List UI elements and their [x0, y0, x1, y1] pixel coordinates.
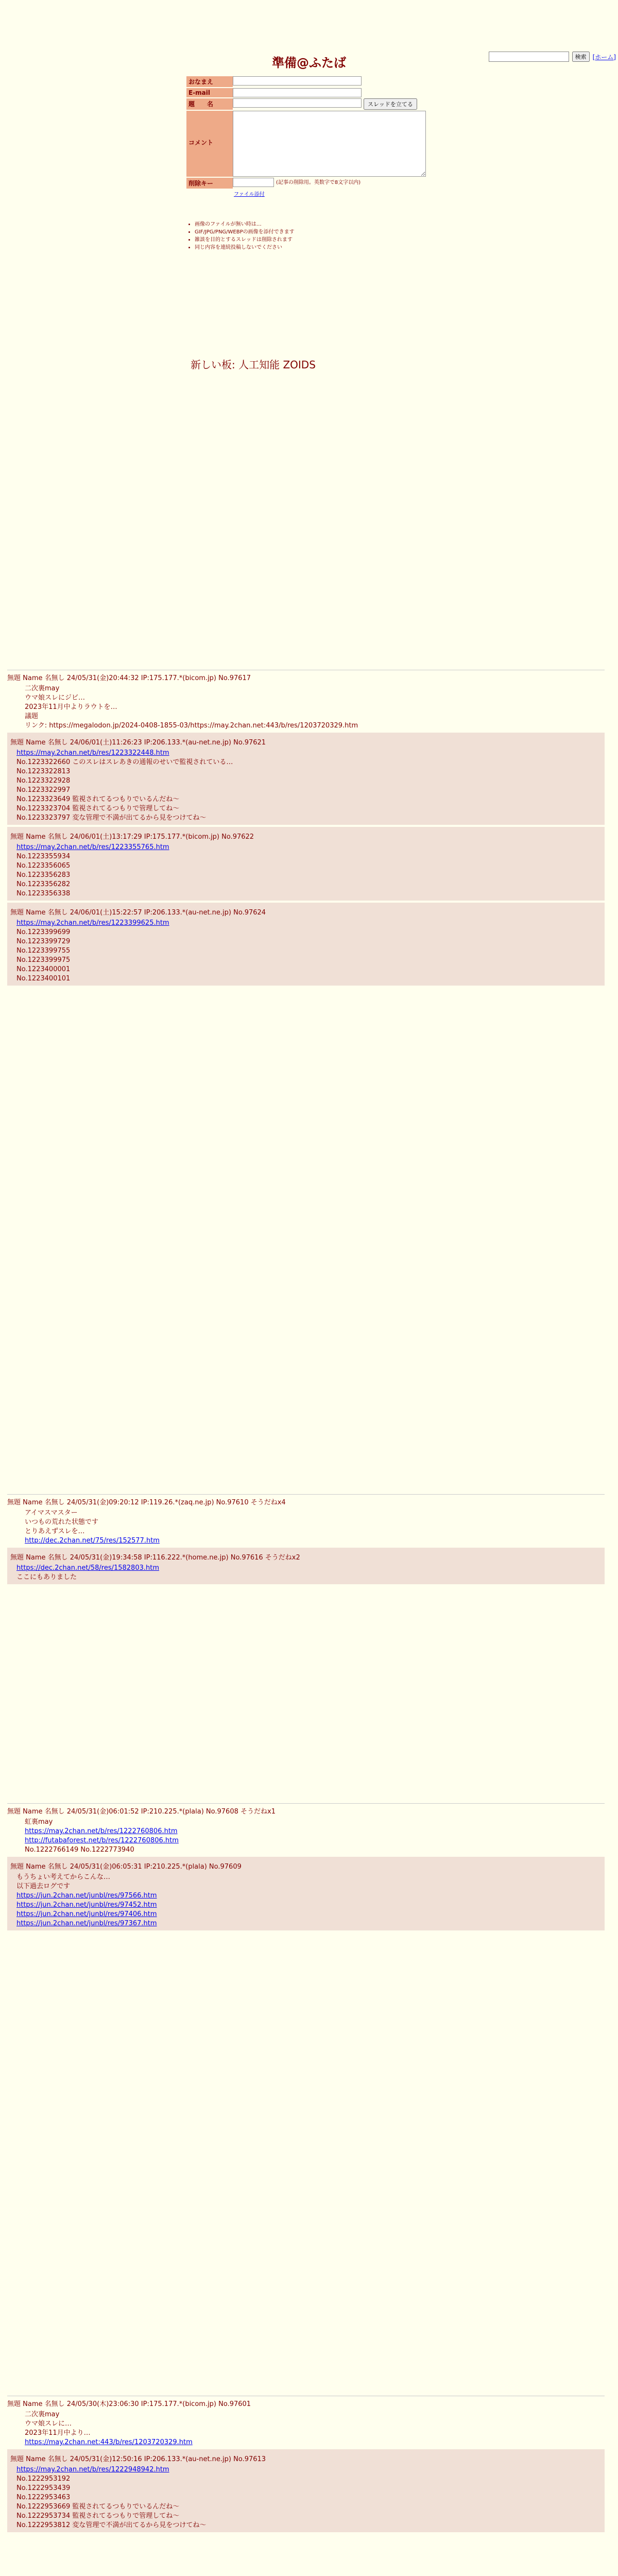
thread-link[interactable]: http://dec.2chan.net/75/res/152577.htm	[25, 1537, 160, 1545]
thread-line: 2023年11月中より…	[25, 2429, 91, 2437]
delkey-note: (記事の削除用。英数字で8文字以内)	[276, 180, 361, 185]
thread-line: とりあえずスレを…	[25, 1528, 85, 1535]
thread-line: No.1222766149 No.1222773940	[25, 1846, 134, 1854]
reply-line: No.1223399975	[16, 956, 71, 964]
reply-line: No.1223399729	[16, 938, 71, 945]
reply	[7, 733, 605, 825]
thread-line: 二次裏may	[25, 2411, 60, 2418]
reply-line: No.1223322997	[16, 786, 71, 794]
thread-line: ウマ娘スレに…	[25, 2420, 72, 2428]
thread-body	[7, 684, 605, 731]
post-form	[186, 76, 426, 197]
reply-body	[10, 1564, 602, 1582]
reply-header: 無題 Name 名無し 24/05/31(金)06:05:31 IP:210.225.*(plala) No.97609	[10, 1863, 242, 1871]
reply-line: もうちょい考えてからこんな…	[16, 1873, 111, 1881]
thread-line: 議題	[25, 713, 39, 720]
thread	[7, 670, 605, 988]
rule-item: • GIF/JPG/PNG/WEBPの画像を添付できます	[195, 228, 435, 236]
new-boards-notice: 新しい板: 人工知能 ZOIDS	[191, 359, 316, 371]
reply-line: No.1222953439	[16, 2484, 71, 2492]
thread-line: アイマスマスター	[25, 1509, 78, 1517]
reply-line: No.1223400101	[16, 975, 71, 982]
reply-line: No.1222953463	[16, 2494, 71, 2501]
thread-line: いつもの荒れた状態です	[25, 1518, 99, 1526]
reply-line: No.1223356065	[16, 862, 71, 870]
reply-line: No.1222953812 変な管理で不満が出てるから見をつけてね～	[16, 2521, 207, 2529]
reply-line: 以下過去ログです	[16, 1883, 71, 1890]
reply-link[interactable]: https://may.2chan.net/b/res/1222948942.htm	[16, 2466, 169, 2473]
reply-link[interactable]: https://may.2chan.net/b/res/1223322448.htm	[16, 749, 169, 757]
thread-line: 虹裏may	[25, 1818, 53, 1826]
thread-link[interactable]: http://futabaforest.net/b/res/1222760806.htm	[25, 1837, 179, 1844]
reply	[7, 827, 605, 901]
reply-line: No.1223356282	[16, 880, 71, 888]
reply-header: 無題 Name 名無し 24/05/31(金)19:34:58 IP:116.222.*(home.ne.jp) No.97616 そうだねx2	[10, 1554, 300, 1562]
reply-line: No.1223400001	[16, 965, 71, 973]
rule-item: • 同じ内容を連続投稿しないでください	[195, 244, 435, 251]
thread-body	[7, 1509, 605, 1546]
thread-body	[7, 1818, 605, 1855]
reply-link[interactable]: https://jun.2chan.net/junbl/res/97452.htm	[16, 1901, 157, 1909]
reply	[7, 1857, 605, 1930]
reply-line: No.1223323704 監視されてるつもりで管理してね～	[16, 805, 180, 812]
reply-line: No.1223399699	[16, 928, 71, 936]
submit-button[interactable]: スレッドを立てる	[364, 98, 417, 110]
reply-body	[10, 2465, 602, 2530]
thread	[7, 1803, 605, 1933]
thread-line: リンク: https://megalodon.jp/2024-0408-1855-03/https://may.2chan.net:443/b/res/1203720329.htm	[25, 722, 358, 730]
reply-body	[10, 843, 602, 899]
rules-list	[187, 221, 435, 251]
reply-line: No.1223399755	[16, 947, 71, 955]
reply	[7, 1548, 605, 1584]
reply-link[interactable]: https://jun.2chan.net/junbl/res/97566.htm	[16, 1892, 157, 1900]
thread-body	[7, 2410, 605, 2447]
reply-line: No.1223322928	[16, 777, 71, 785]
reply-link[interactable]: https://may.2chan.net/b/res/1223355765.htm	[16, 843, 169, 851]
reply-line: No.1223323797 変な管理で不満が出てるから見をつけてね～	[16, 814, 207, 822]
reply-line: No.1222953734 監視されてるつもりで管理してね～	[16, 2512, 180, 2520]
email-label: E-mail	[186, 88, 233, 97]
reply-line: No.1223323649 監視されてるつもりでいるんだね～	[16, 795, 180, 803]
reply-header: 無題 Name 名無し 24/06/01(土)13:17:29 IP:175.177.*(bicom.jp) No.97622	[10, 833, 254, 841]
thread-link[interactable]: https://may.2chan.net:443/b/res/1203720329.htm	[25, 2438, 193, 2446]
reply-link[interactable]: https://dec.2chan.net/58/res/1582803.htm	[16, 1564, 159, 1572]
comment-textarea[interactable]	[233, 111, 426, 177]
reply-body	[10, 1873, 602, 1928]
delkey-label: 削除キー	[186, 178, 233, 189]
thread-header: 無題 Name 名無し 24/05/31(金)06:01:52 IP:210.225.*(plala) No.97608 そうだねx1	[7, 1808, 276, 1816]
reply-line: No.1223356283	[16, 871, 71, 879]
rule-item: • 画像のファイルが無い時は…	[195, 221, 435, 228]
search-button[interactable]: 検索	[572, 52, 590, 62]
reply-link[interactable]: https://jun.2chan.net/junbl/res/97406.htm	[16, 1910, 157, 1918]
delkey-input[interactable]	[233, 178, 274, 187]
thread-line: ウマ娘スレにジビ…	[25, 694, 85, 702]
home-link[interactable]: [ホーム]	[592, 53, 616, 61]
thread	[7, 2396, 605, 2534]
reply-link[interactable]: https://may.2chan.net/b/res/1223399625.htm	[16, 919, 169, 927]
email-input[interactable]	[233, 88, 362, 97]
reply	[7, 2449, 605, 2532]
reply-header: 無題 Name 名無し 24/06/01(土)11:26:23 IP:206.133.*(au-net.ne.jp) No.97621	[10, 739, 266, 747]
name-input[interactable]	[233, 76, 362, 86]
thread-line: 2023年11月中よりラウトを…	[25, 703, 117, 711]
comment-label: コメント	[186, 111, 233, 177]
reply-body	[10, 749, 602, 823]
thread-header: 無題 Name 名無し 24/05/31(金)20:44:32 IP:175.177.*(bicom.jp) No.97617	[7, 674, 251, 682]
reply-link[interactable]: https://jun.2chan.net/junbl/res/97367.htm	[16, 1920, 157, 1927]
reply-line: No.1223322660 このスレはスレあきの通報のせいで監視されている…	[16, 758, 233, 766]
thread-link[interactable]: https://may.2chan.net/b/res/1222760806.htm	[25, 1827, 178, 1835]
reply-line: No.1222953192	[16, 2475, 71, 2483]
reply-line: No.1223355934	[16, 853, 71, 860]
thread-header: 無題 Name 名無し 24/05/31(金)09:20:12 IP:119.26.*(zaq.ne.jp) No.97610 そうだねx4	[7, 1499, 286, 1506]
board-title: 準備@ふたば	[272, 56, 346, 70]
rule-item: • 雑談を目的とするスレッドは削除されます	[195, 236, 435, 244]
reply-line: No.1223356338	[16, 890, 71, 897]
thread-line: 二次裏may	[25, 685, 60, 692]
name-label: おなまえ	[186, 76, 233, 87]
reply-line: No.1223322813	[16, 768, 71, 775]
subject-input[interactable]	[233, 98, 362, 108]
reply-header: 無題 Name 名無し 24/05/31(金)12:50:16 IP:206.133.*(au-net.ne.jp) No.97613	[10, 2455, 266, 2463]
thread	[7, 1494, 605, 1586]
file-attach-link[interactable]: ファイル添付	[234, 192, 265, 197]
reply	[7, 903, 605, 986]
subject-label: 題 名	[186, 98, 233, 110]
reply-line: No.1222953669 監視されてるつもりでいるんだね～	[16, 2503, 180, 2511]
reply-header: 無題 Name 名無し 24/06/01(土)15:22:57 IP:206.133.*(au-net.ne.jp) No.97624	[10, 909, 266, 917]
reply-line: ここにもありました	[16, 1573, 77, 1581]
reply-body	[10, 919, 602, 984]
thread-header: 無題 Name 名無し 24/05/30(木)23:06:30 IP:175.177.*(bicom.jp) No.97601	[7, 2400, 251, 2408]
